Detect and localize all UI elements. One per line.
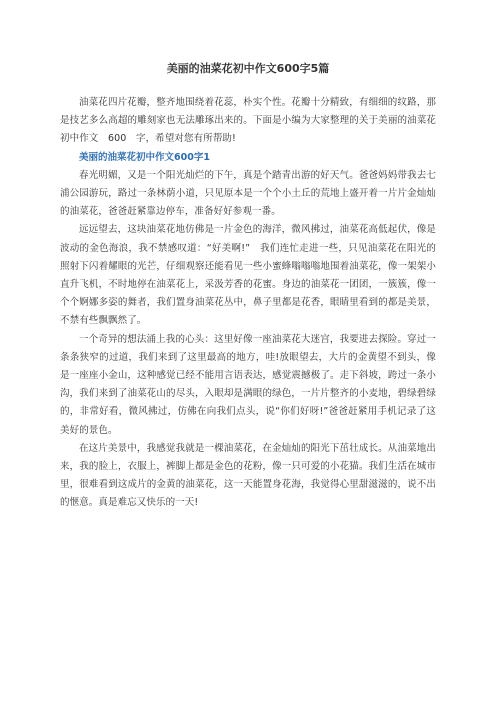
body-paragraph-3: 一个奇异的想法涌上我的心头：这里好像一座油菜花大迷宫，我要进去探险。穿过一条条狭窄的过道，我们来到了这里最高的地方，哇!放眼望去，大片的金黄望不到头，像是一座座小金山，这种感觉已经不能用言语表达，感觉震撼极了。走下斜坡，跨过一条小沟，我们来到了油菜花山的尽头，入眼却是满眼的绿色，一片片整齐的小麦地，碧绿碧绿的，非常好看，微风拂过，仿佛在向我们点头，说“你们好呀!”爸爸赶紧用手机记录了这美好的景色。 (60, 333, 436, 436)
section-heading: 美丽的油菜花初中作文600字1 (79, 151, 210, 163)
intro-paragraph: 油菜花四片花瓣，整齐地围绕着花蕊，朴实个性。花瓣十分精致，有细细的纹路，那是技艺多么高超的雕刻家也无法雕琢出来的。下面是小编为大家整理的关于美丽的油菜花初中作文 600 字，希望对您有所帮助! (60, 97, 436, 145)
body-paragraph-2: 远远望去，这块油菜花地仿佛是一片金色的海洋，微风拂过，油菜花高低起伏，像是波动的金色海浪，我不禁感叹道：“好美啊!” 我们连忙走进一些，只见油菜花在阳光的照射下闪着耀眼的光芒，仔细观察还能看见一些小蜜蜂嗡嗡嗡地围着油菜花，像一架架小直升飞机，不时地停在油菜花上，采汲芳香的花蜜。身边的油菜花一团团，一簇簇，像一个个婀娜多姿的舞者，我们置身油菜花丛中，鼻子里都是花香，眼睛里看到的都是美景，不禁有些飘飘然了。 (60, 224, 436, 327)
document-title: 美丽的油菜花初中作文600字5篇 (166, 62, 330, 75)
body-paragraph-1: 春光明媚，又是一个阳光灿烂的下午，真是个踏青出游的好天气。爸爸妈妈带我去七浦公园游玩，路过一条林荫小道，只见原本是一个个小土丘的荒地上盛开着一片片金灿灿的油菜花，爸爸赶紧靠边停车，准备好好参观一番。 (60, 169, 436, 218)
body-paragraph-4: 在这片美景中，我感觉我就是一棵油菜花，在金灿灿的阳光下茁壮成长。从油菜地出来，我的脸上，衣服上，裤脚上都是金色的花粉，像一只可爱的小花猫。我们生活在城市里，很难看到这成片的金黄的油菜花，这一天能置身花海，我觉得心里甜滋滋的，说不出的惬意。真是难忘又快乐的一天! (60, 442, 436, 509)
